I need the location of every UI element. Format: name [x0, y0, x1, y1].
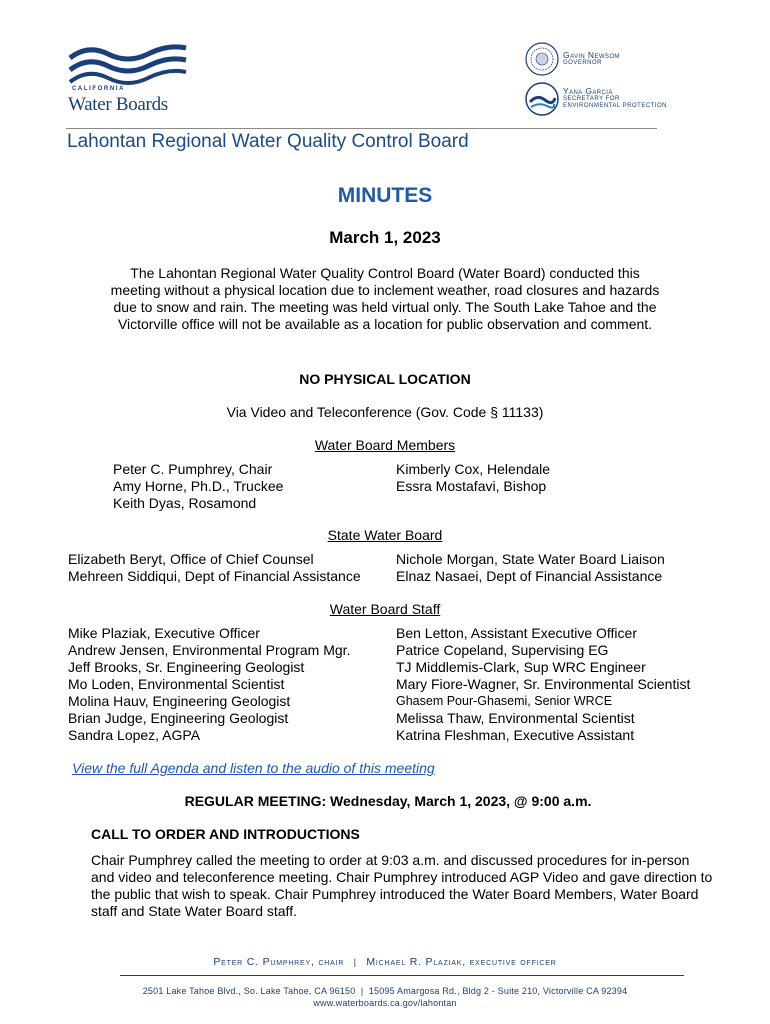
member-name: Peter C. Pumphrey, Chair	[113, 461, 273, 477]
meeting-date: March 1, 2023	[329, 228, 441, 247]
state-board-name: Elizabeth Beryt, Office of Chief Counsel	[68, 551, 314, 567]
governor-title: GOVERNOR	[563, 60, 603, 66]
header-divider	[66, 128, 657, 129]
footer-officers	[0, 956, 770, 968]
state-board-heading: State Water Board	[327, 527, 443, 543]
staff-name: Jeff Brooks, Sr. Engineering Geologist	[68, 659, 305, 675]
staff-name: Andrew Jensen, Environmental Program Mgr.	[68, 642, 351, 658]
document-title: MINUTES	[337, 184, 433, 207]
footer-chair: Peter C. Pumphrey, chair	[213, 956, 345, 968]
state-board-right-column	[396, 551, 665, 585]
member-name: Essra Mostafavi, Bishop	[396, 478, 547, 494]
staff-name: Ben Letton, Assistant Executive Officer	[396, 625, 637, 641]
member-name: Amy Horne, Ph.D., Truckee	[113, 478, 284, 494]
member-name: Keith Dyas, Rosamond	[113, 495, 257, 511]
staff-name: Mo Loden, Environmental Scientist	[68, 676, 285, 692]
staff-name: Patrice Copeland, Supervising EG	[396, 642, 609, 658]
state-board-name: Elnaz Nasaei, Dept of Financial Assistance	[396, 568, 663, 584]
call-to-order-heading: CALL TO ORDER AND INTRODUCTIONS	[91, 826, 360, 842]
agenda-audio-link[interactable]: View the full Agenda and listen to the audio of this meeting	[72, 760, 435, 776]
staff-left-column	[68, 625, 350, 744]
footer-divider	[120, 975, 684, 976]
call-to-order-paragraph: Chair Pumphrey called the meeting to order at 9:03 a.m. and discussed procedures for in-person and video and teleconference meeting. Chair Pumphrey introduced AGP Video and gave direction to the public that wish to speak. Chair Pumphrey introduced the Water Board Members, Water Board staff and State Water Board staff.	[91, 852, 713, 919]
state-board-name: Mehreen Siddiqui, Dept of Financial Assistance	[68, 568, 361, 584]
calepa-seal-icon	[525, 82, 559, 116]
staff-name: Katrina Fleshman, Executive Assistant	[396, 727, 635, 743]
staff-name: Molina Hauv, Engineering Geologist	[68, 693, 291, 709]
secretary-title: SECRETARY FOR ENVIRONMENTAL PROTECTION	[563, 96, 668, 109]
staff-name: Mike Plaziak, Executive Officer	[68, 625, 260, 641]
staff-name: Melissa Thaw, Environmental Scientist	[396, 710, 635, 726]
footer-separator: |	[353, 957, 357, 968]
footer-executive-officer: Michael R. Plaziak, executive officer	[366, 956, 557, 968]
staff-name: Ghasem Pour-Ghasemi, Senior WRCE	[396, 694, 613, 708]
staff-right-column	[396, 625, 690, 744]
footer-address: 2501 Lake Tahoe Blvd., So. Lake Tahoe, CA 96150 | 15095 Amargosa Rd., Bldg 2 - Suite 210, Victorville CA 92394	[142, 986, 628, 996]
no-physical-location: NO PHYSICAL LOCATION	[299, 371, 471, 387]
secretary-name: Yana Garcia	[563, 86, 613, 96]
member-name: Kimberly Cox, Helendale	[396, 461, 551, 477]
members-heading: Water Board Members	[314, 437, 456, 453]
state-board-left-column	[68, 551, 361, 585]
governor-name: Gavin Newsom	[563, 50, 620, 60]
via-teleconference: Via Video and Teleconference (Gov. Code § 11133)	[226, 404, 544, 420]
staff-name: Sandra Lopez, AGPA	[68, 727, 201, 743]
logo-name-text: Water Boards	[68, 94, 168, 115]
members-left-column	[113, 461, 283, 512]
footer-website: www.waterboards.ca.gov/lahontan	[313, 998, 457, 1008]
staff-name: TJ Middlemis-Clark, Sup WRC Engineer	[396, 659, 646, 675]
staff-name: Brian Judge, Engineering Geologist	[68, 710, 289, 726]
board-name: Lahontan Regional Water Quality Control Board	[67, 131, 469, 152]
intro-paragraph: The Lahontan Regional Water Quality Control Board (Water Board) conducted this meeting without a physical location due to inclement weather, road closures and hazards due to snow and rain. The meeting was held virtual only. The South Lake Tahoe and the Victorville office will not be available as a location for public observation and comment.	[110, 265, 660, 332]
regular-meeting-heading: REGULAR MEETING: Wednesday, March 1, 2023, @ 9:00 a.m.	[184, 793, 592, 809]
state-board-name: Nichole Morgan, State Water Board Liaison	[396, 551, 665, 567]
logo-state-text: CALIFORNIA	[72, 86, 125, 92]
members-right-column	[396, 461, 550, 495]
staff-heading: Water Board Staff	[329, 601, 441, 617]
state-seal-icon	[525, 42, 559, 76]
staff-name: Mary Fiore-Wagner, Sr. Environmental Scientist	[396, 676, 691, 692]
